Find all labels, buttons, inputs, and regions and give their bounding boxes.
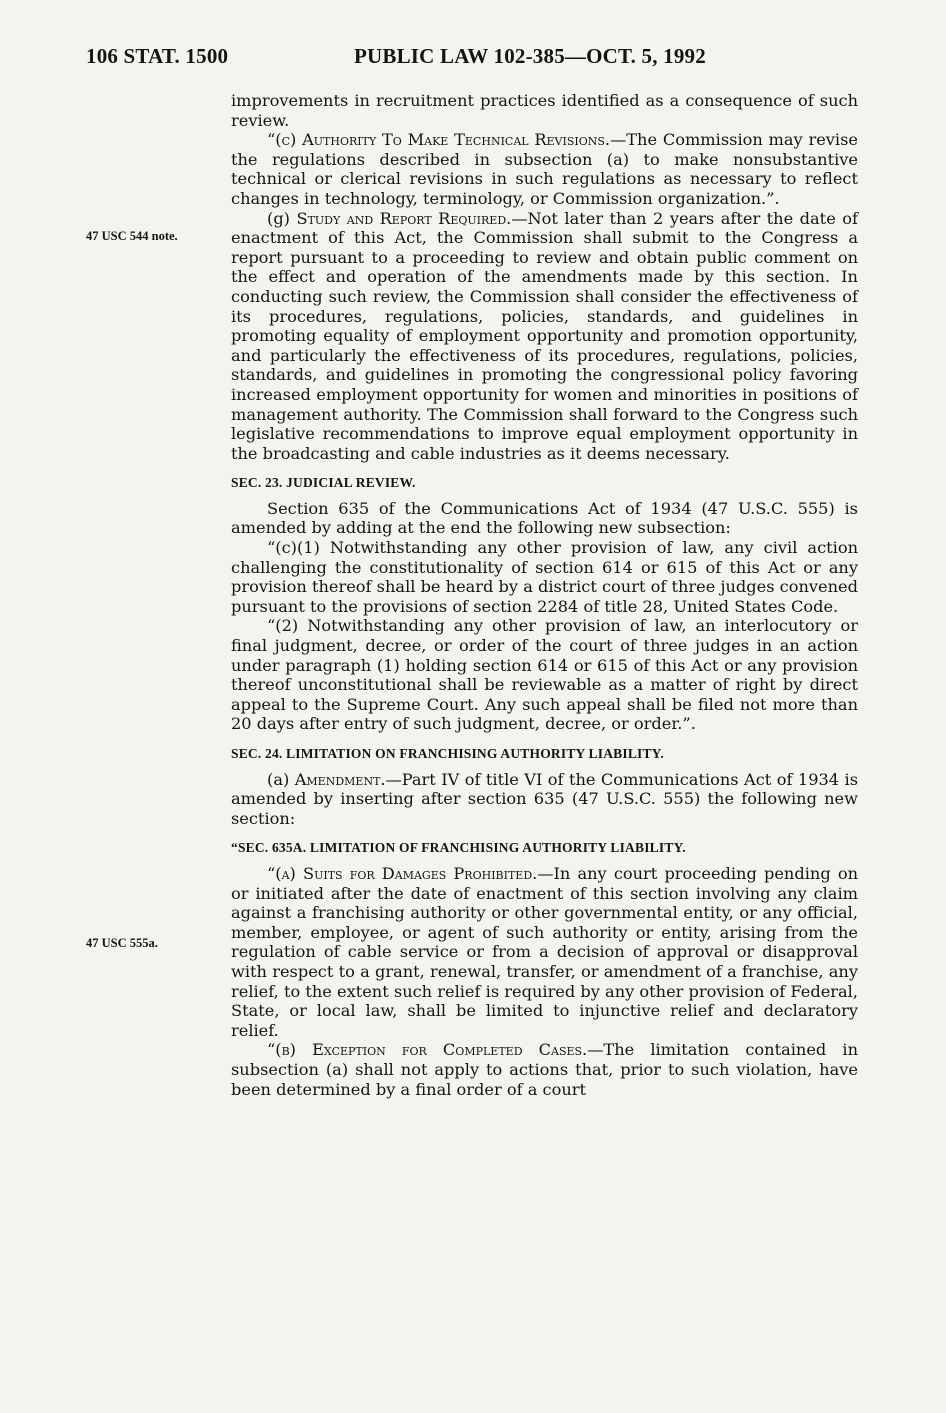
paragraph: “(c)(1) Notwithstanding any other provision of law, any civil action challenging the constitutionality of section 614 or 615 of this Act or any provision thereof shall be heard by a district court of three judges convened pursuant to the provisions of section 2284 of title 28, United States Code. (231, 538, 858, 616)
paragraph: “(a) Suits for Damages Prohibited.—In any court proceeding pending on or initiated after the date of enactment of this section involving any claim against a franchising authority or other governmental entity, or any official, member, employee, or agent of such authority or entity, arising from the regulation of cable service or from a decision of approval or disapproval with respect to a grant, renewal, transfer, or amendment of a franchise, any relief, to the extent such relief is required by any other provision of Federal, State, or local law, shall be limited to injunctive relief and declaratory relief. (231, 863, 858, 1040)
paragraph: “(c) Authority To Make Technical Revisions.—The Commission may revise the regulations described in subsection (a) to make nonsubstantive technical or clerical revisions in such regulations as necessary to reflect changes in technology, terminology, or Commission organization.”. (231, 130, 858, 208)
paragraph: improvements in recruitment practices identified as a consequence of such review. (231, 91, 858, 130)
running-head: PUBLIC LAW 102-385—OCT. 5, 1992 (354, 44, 706, 68)
paragraph: “(b) Exception for Completed Cases.—The limitation contained in subsection (a) shall not apply to actions that, prior to such violation, have been determined by a final order of a court (231, 1040, 859, 1099)
paragraph: (g) Study and Report Required.—Not later than 2 years after the date of enactment of this Act, the Commission shall submit to the Congress a report pursuant to a proceeding to review and obtain public comment on the effect and operation of the amendments made by this section. In conducting such review, the Commission shall consider the effectiveness of its procedures, regulations, policies, standards, and guidelines in promoting equality of employment opportunity and promotion opportunity, and particularly the effectiveness of its procedures, regulations, policies, standards, and guidelines in promoting the congressional policy favoring increased employment opportunity for women and minorities in positions of management authority. The Commission shall forward to the Congress such legislative recommendations to improve equal employment opportunity in the broadcasting and cable industries as it deems necessary. (231, 208, 858, 463)
paragraph: Section 635 of the Communications Act of 1934 (47 U.S.C. 555) is amended by adding at the end the following new subsection: (231, 498, 858, 538)
paragraph: “(2) Notwithstanding any other provision of law, an interlocutory or final judgment, decree, or order of the court of three judges in an action under paragraph (1) holding section 614 or 615 of this Act or any provision thereof unconstitutional shall be reviewable as a matter of right by direct appeal to the Supreme Court. Any such appeal shall be filed not more than 20 days after entry of such judgment, decree, or order.”. (231, 616, 858, 734)
margin-note-usc-544: 47 USC 544 note. (86, 229, 178, 243)
section-heading: SEC. 23. JUDICIAL REVIEW. (231, 475, 416, 491)
body-text (231, 91, 858, 1099)
section-heading: “SEC. 635A. LIMITATION OF FRANCHISING AUTHORITY LIABILITY. (231, 840, 686, 856)
paragraph: (a) Amendment.—Part IV of title VI of the Communications Act of 1934 is amended by inserting after section 635 (47 U.S.C. 555) the following new section: (231, 769, 858, 828)
page-number: 106 STAT. 1500 (86, 44, 229, 68)
section-heading: SEC. 24. LIMITATION ON FRANCHISING AUTHORITY LIABILITY. (231, 746, 664, 761)
margin-note-usc-555a: 47 USC 555a. (86, 936, 158, 950)
